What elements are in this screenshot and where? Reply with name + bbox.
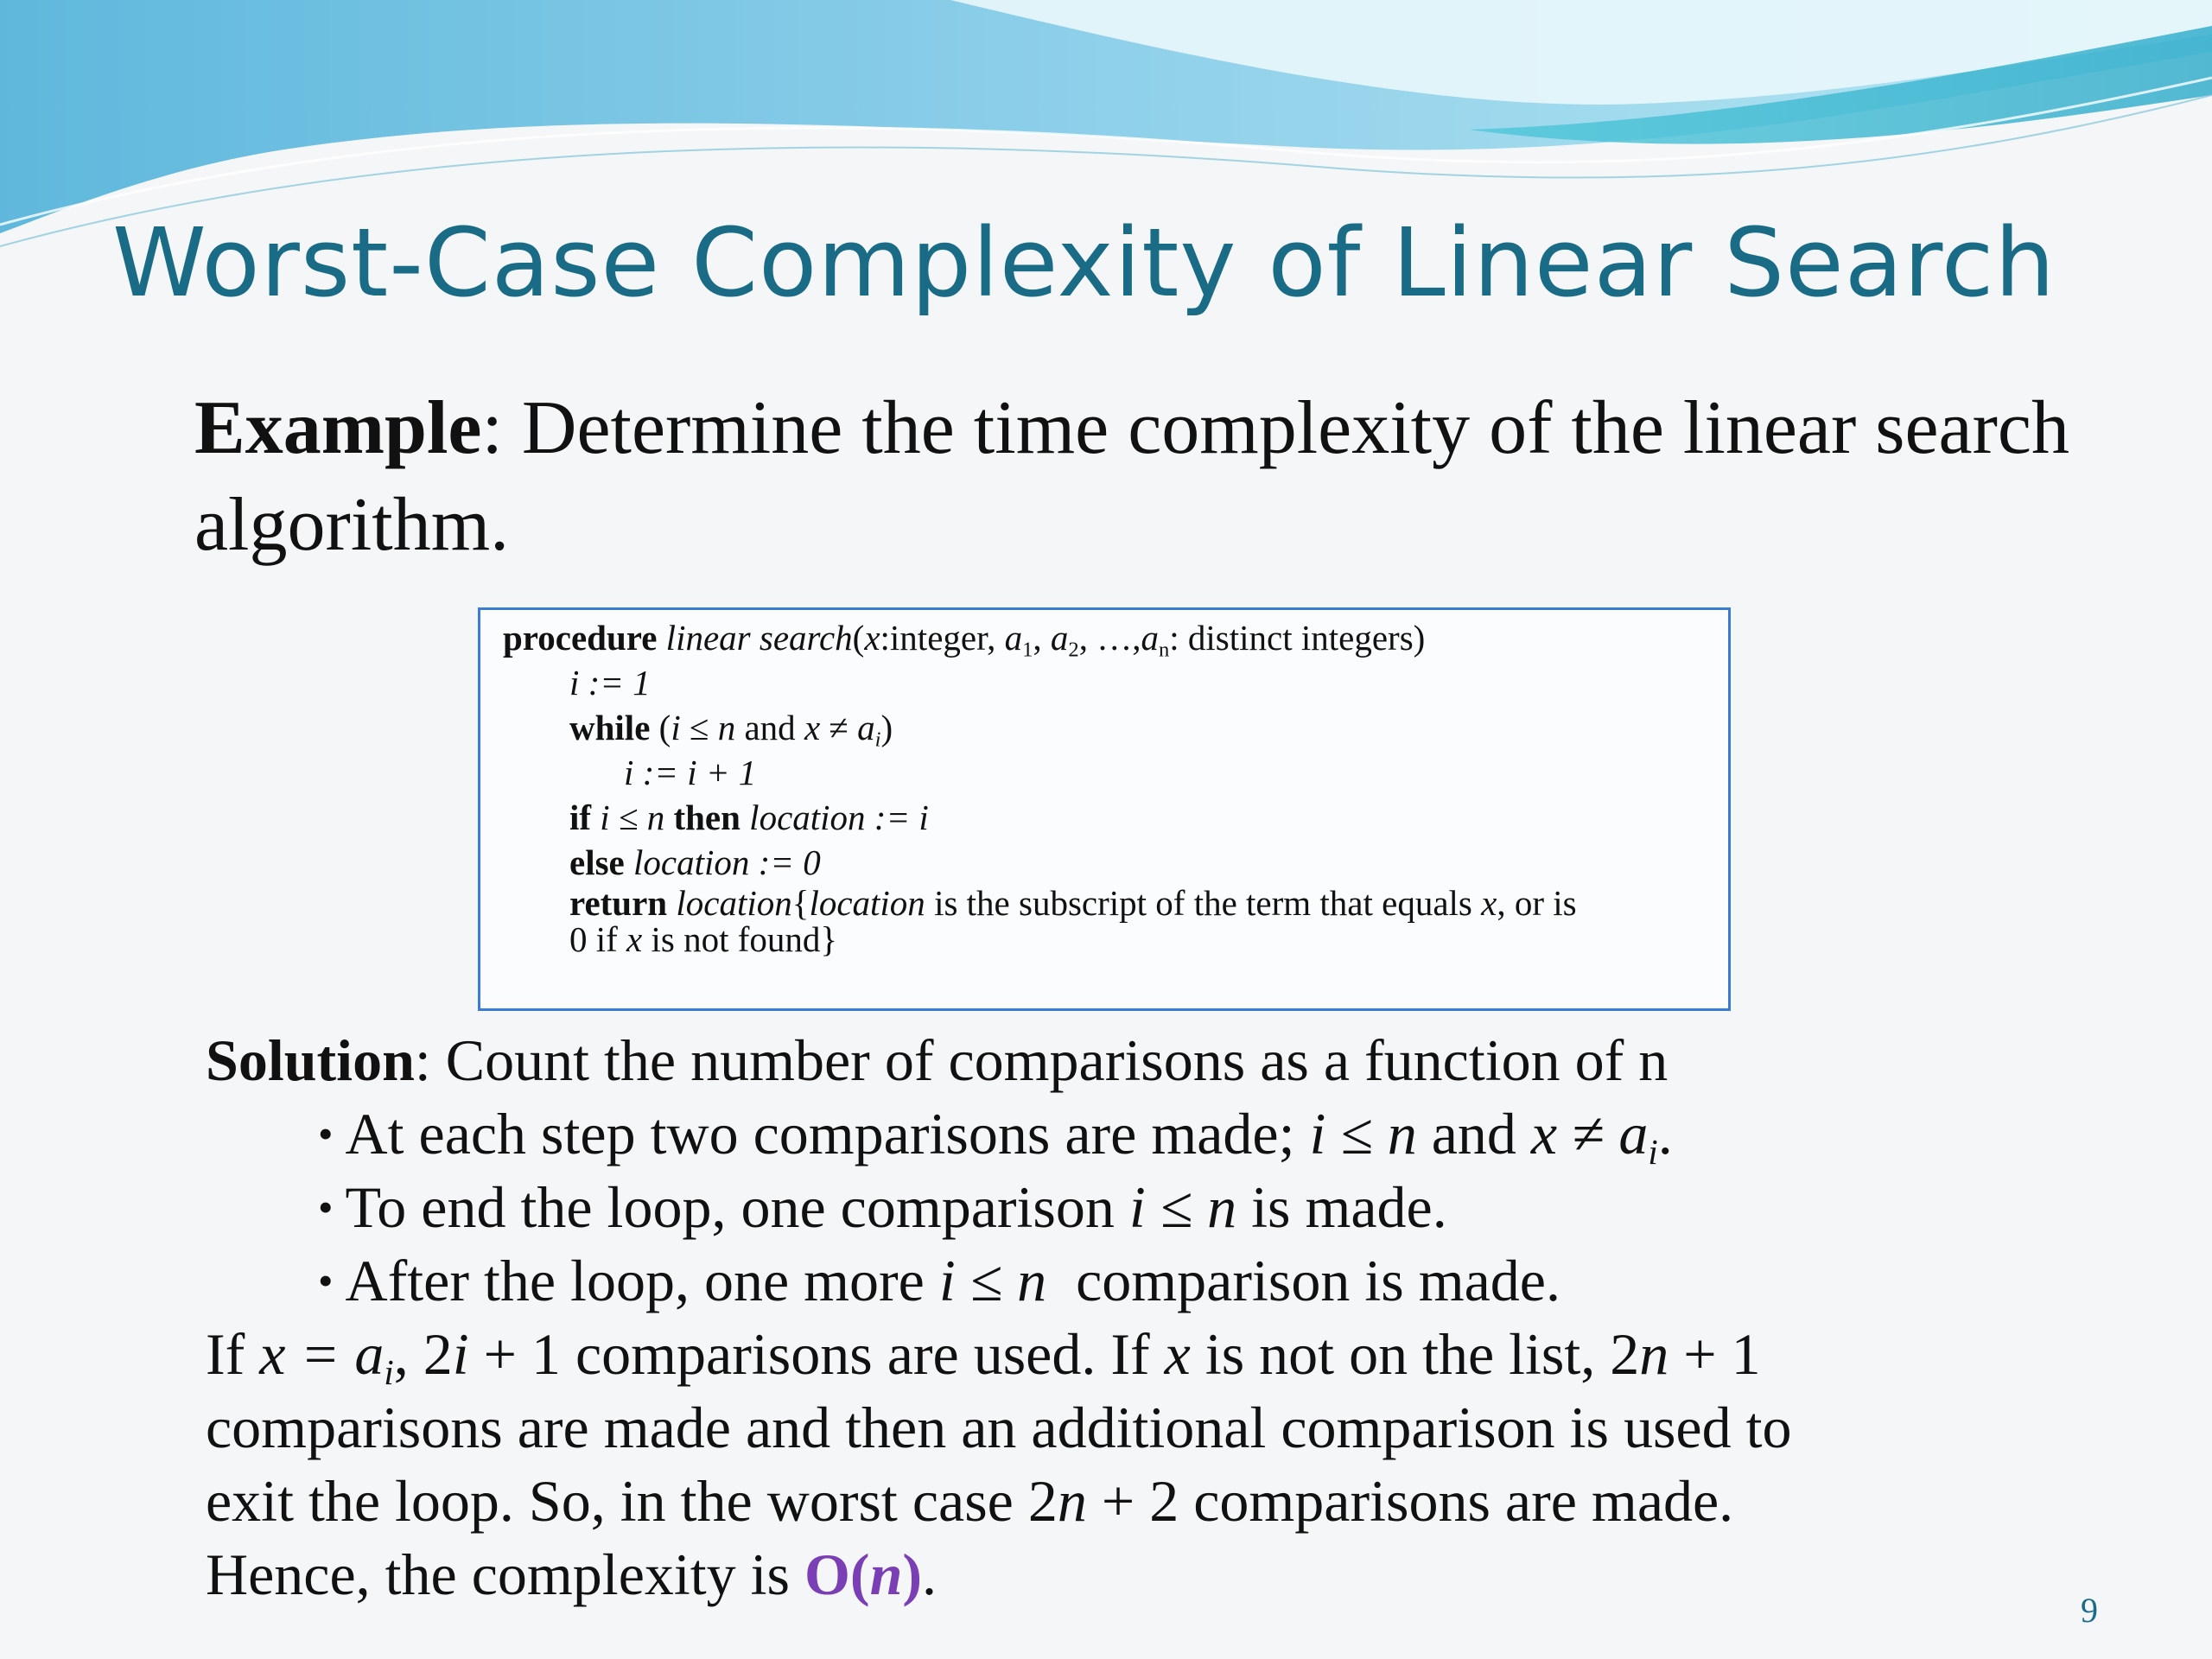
- conclusion-line-3: [206, 1465, 2107, 1538]
- solution-bullet-1: • At each step two comparisons are made; i ≤ n and $x \ne a_i$.: [318, 1101, 1673, 1173]
- line1-rest1: , 2: [393, 1321, 453, 1387]
- complexity-result: [804, 1541, 922, 1607]
- param-ellipsis: , …,: [1078, 618, 1141, 658]
- line1-rest2: + 1 comparisons are used. If: [468, 1321, 1165, 1387]
- kw-return: return: [569, 883, 668, 923]
- comment-x: x: [1481, 883, 1497, 923]
- return-var: location: [667, 883, 792, 923]
- algo-while-line: [503, 705, 1706, 750]
- line1-rest3: is not on the list, 2: [1190, 1321, 1640, 1387]
- bullet1-math2: x ≠ a: [1530, 1101, 1649, 1166]
- while-a-sub: i: [874, 728, 881, 752]
- while-and: and: [735, 708, 804, 747]
- proc-name: linear search: [665, 618, 853, 658]
- comment-text-1: is the subscript of the term that equals: [925, 883, 1482, 923]
- param-a2: a: [1050, 618, 1069, 658]
- example-text: : Determine the time complexity of the linear search algorithm.: [194, 386, 2069, 567]
- algorithm-box: [478, 607, 1731, 1011]
- complexity-n: n: [869, 1541, 903, 1607]
- complexity-close: ): [902, 1541, 923, 1607]
- bullet2-text: To end the loop, one comparison: [345, 1174, 1129, 1240]
- complexity-O: O(: [804, 1541, 870, 1607]
- page-number: 9: [2081, 1591, 2098, 1630]
- algo-else-line: [503, 840, 1706, 885]
- bullet3-math: i ≤ n: [938, 1248, 1047, 1313]
- bullet1-end: .: [1657, 1101, 1673, 1166]
- line4-a: Hence, the complexity is: [206, 1541, 805, 1607]
- example-label: Example: [194, 386, 482, 470]
- solution-bullet-2: • To end the loop, one comparison i ≤ n is made.: [318, 1174, 1447, 1240]
- bullet1-text: At each step two comparisons are made;: [345, 1101, 1310, 1166]
- algo-return-line: [503, 885, 1706, 957]
- algo-init-line: [503, 660, 1706, 705]
- conclusion-line-2: comparisons are made and then an additional comparison is used to: [206, 1395, 1792, 1460]
- algo-procedure-line: procedure linear search(x:integer, $a_1$, $a_2$, $\dots,a_n$: distinct integers): [503, 618, 1426, 662]
- line1-if: If: [206, 1321, 260, 1387]
- param-a1-sub: 1: [1022, 638, 1033, 662]
- bullet1-math: i ≤ n: [1309, 1101, 1417, 1166]
- param-x: x: [864, 618, 880, 658]
- line1-rest4: + 1: [1669, 1321, 1761, 1387]
- line1-n: n: [1639, 1321, 1669, 1387]
- line1-sub: i: [384, 1353, 394, 1393]
- solution-intro: [206, 1024, 2107, 1097]
- increment-stmt: i := i + 1: [624, 753, 757, 792]
- kw-procedure: procedure: [503, 618, 658, 658]
- proc-paren: (: [852, 618, 865, 658]
- while-x: x: [804, 708, 821, 747]
- bullet1-sub: i: [1648, 1133, 1658, 1173]
- param-an: a: [1141, 618, 1159, 658]
- bullet3-end: comparison is made.: [1046, 1248, 1560, 1313]
- while-close: ): [880, 708, 893, 747]
- comment-text-4: is not found}: [642, 919, 838, 959]
- init-stmt: i := 1: [569, 663, 651, 702]
- if-cond: i ≤ n: [591, 798, 674, 837]
- while-le: ≤: [680, 708, 718, 747]
- line1-i: i: [452, 1321, 469, 1387]
- bullet2-end: is made.: [1236, 1174, 1447, 1240]
- while-ne: ≠: [820, 708, 858, 747]
- line1-x: x: [1164, 1321, 1191, 1387]
- param-x-type: :integer,: [880, 618, 1005, 658]
- algo-if-line: [503, 795, 1706, 840]
- comment-text-3: 0 if: [569, 919, 627, 959]
- while-i: i: [671, 708, 681, 747]
- else-assign: location := 0: [624, 842, 821, 882]
- bullet1-and: and: [1416, 1101, 1531, 1166]
- kw-if: if: [569, 798, 592, 837]
- kw-else: else: [569, 842, 625, 882]
- comment-text-2: , or is: [1497, 883, 1577, 923]
- line3-b: + 2 comparisons are made.: [1086, 1468, 1734, 1534]
- line3-a: exit the loop. So, in the worst case 2: [206, 1468, 1058, 1534]
- param-rest: : distinct integers): [1169, 618, 1426, 658]
- while-open: (: [650, 708, 671, 747]
- example-paragraph: [194, 380, 2095, 574]
- comment-open: {: [791, 883, 810, 923]
- kw-then: then: [673, 798, 741, 837]
- algo-increment-line: [503, 750, 1706, 795]
- line1-math: x = a: [259, 1321, 385, 1387]
- bullet2-math: i ≤ n: [1128, 1174, 1237, 1240]
- solution-bullet-3: • After the loop, one more i ≤ n comparison is made.: [318, 1248, 1560, 1313]
- solution-label: Solution: [206, 1027, 415, 1093]
- param-a1: a: [1004, 618, 1023, 658]
- line4-end: .: [922, 1541, 938, 1607]
- solution-intro-text: : Count the number of comparisons as a function of n: [414, 1027, 1669, 1093]
- slide-title: Worst-Case Complexity of Linear Search: [112, 207, 2056, 318]
- conclusion-line-4: [206, 1538, 2107, 1611]
- solution-section: [206, 1024, 2107, 1611]
- param-a2-sub: 2: [1068, 638, 1079, 662]
- param-an-sub: n: [1158, 638, 1170, 662]
- comment-x2: x: [626, 919, 643, 959]
- while-n: n: [717, 708, 736, 747]
- while-a: a: [857, 708, 875, 747]
- conclusion-line-1: [206, 1318, 2107, 1391]
- bullet3-text: After the loop, one more: [345, 1248, 939, 1313]
- kw-while: while: [569, 708, 651, 747]
- then-assign: location := i: [740, 798, 929, 837]
- line3-n: n: [1057, 1468, 1087, 1534]
- comment-var: location: [809, 883, 925, 923]
